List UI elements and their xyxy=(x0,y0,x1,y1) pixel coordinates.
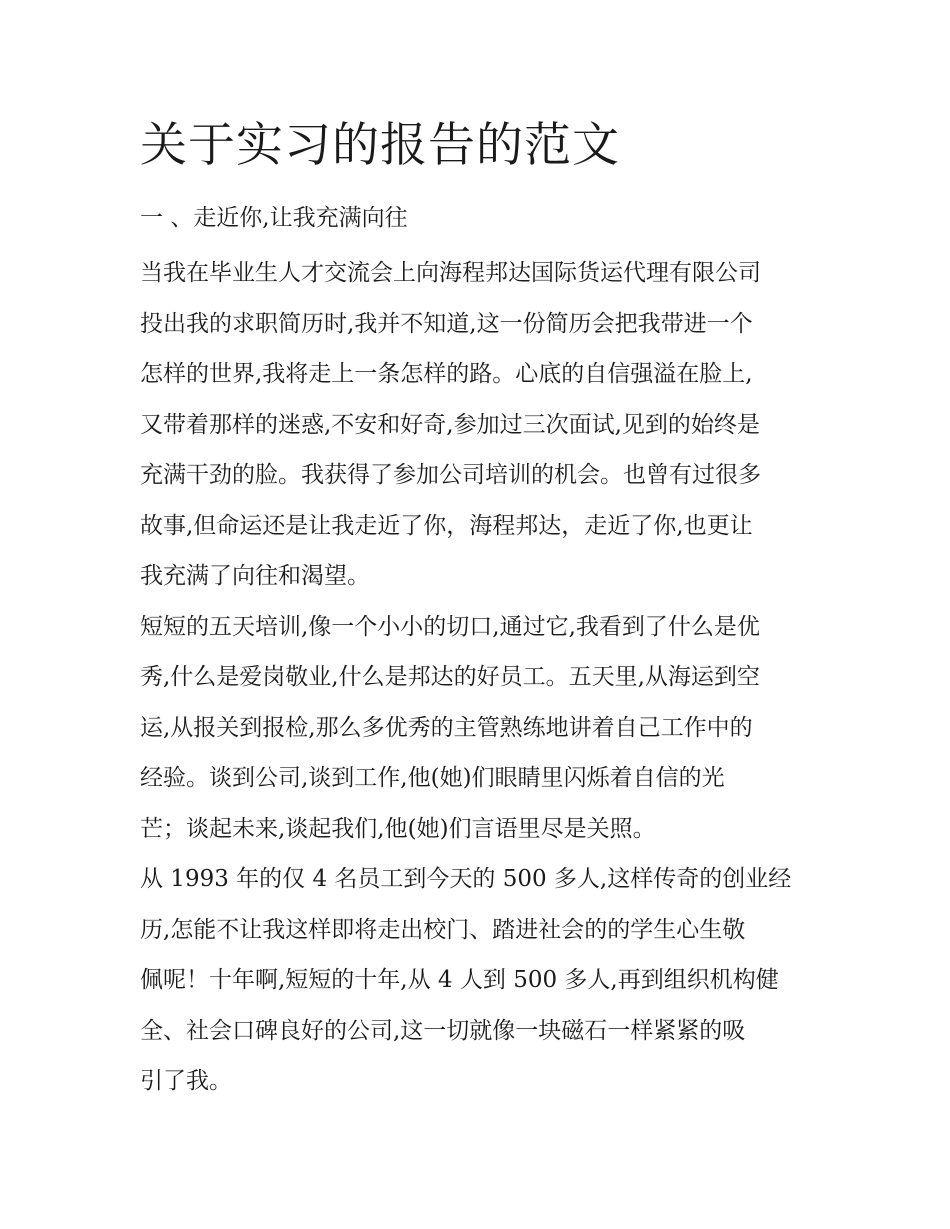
paragraph-line: 引了我。 xyxy=(140,1068,232,1094)
paragraph-line: 从 1993 年的仅 4 名员工到今天的 500 多人,这样传奇的创业经 xyxy=(140,866,792,892)
paragraph-line: 充满干劲的脸。我获得了参加公司培训的机会。也曾有过很多 xyxy=(140,462,761,488)
paragraph-line: 历,怎能不让我这样即将走出校门、踏进社会的的学生心生敬 xyxy=(140,916,746,943)
paragraph-line: 秀,什么是爱岗敬业,什么是邦达的好员工。五天里,从海运到空 xyxy=(140,664,760,690)
paragraph-line: 又带着那样的迷惑,不安和好奇,参加过三次面试,见到的始终是 xyxy=(140,411,760,438)
paragraph-line: 全、社会口碑良好的公司,这一切就像一块磁石一样紧紧的吸 xyxy=(140,1017,746,1044)
document-page xyxy=(140,112,812,1107)
paragraph-line: 故事,但命运还是让我走近了你，海程邦达，走近了你,也更让 xyxy=(140,512,753,539)
paragraph-line: 运,从报关到报检,那么多优秀的主管熟练地讲着自己工作中的 xyxy=(140,714,753,741)
paragraph-line: 当我在毕业生人才交流会上向海程邦达国际货运代理有限公司 xyxy=(140,260,761,286)
paragraph-1 xyxy=(140,248,812,602)
paragraph-line: 投出我的求职简历时,我并不知道,这一份简历会把我带进一个 xyxy=(140,310,753,337)
document-title: 关于实习的报告的范文 xyxy=(140,118,620,173)
section-heading: 一 、走近你,让我充满向往 xyxy=(140,205,408,231)
paragraph-line: 我充满了向往和渴望。 xyxy=(140,563,370,589)
paragraph-line: 经验。谈到公司,谈到工作,他(她)们眼睛里闪烁着自信的光 xyxy=(140,765,725,791)
paragraph-3 xyxy=(140,854,812,1107)
paragraph-line: 怎样的世界,我将走上一条怎样的路。心底的自信强溢在脸上, xyxy=(140,361,753,387)
paragraph-line: 佩呢！十年啊,短短的十年,从 4 人到 500 多人,再到组织机构健 xyxy=(140,967,779,993)
paragraph-line: 芒；谈起未来,谈起我们,他(她)们言语里尽是关照。 xyxy=(140,815,656,842)
paragraph-line: 短短的五天培训,像一个小小的切口,通过它,我看到了什么是优 xyxy=(140,613,760,640)
paragraph-2 xyxy=(140,602,812,855)
